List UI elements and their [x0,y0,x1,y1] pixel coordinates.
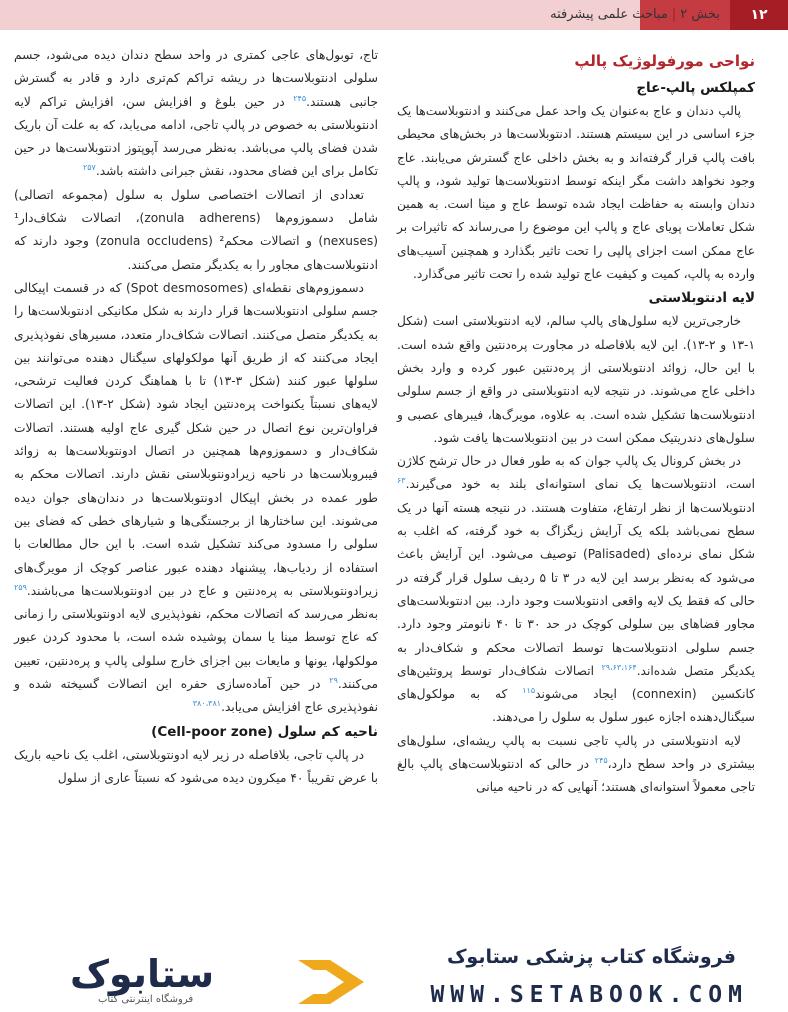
header-separator-icon: | [671,7,677,22]
right-column [397,44,755,800]
text: در بخش کرونال یک پالپ جوان که به طور فعال در حال ترشح کلاژن است، ادنتوبلاست‌ها یک نمای استوانه‌ای بلند به خود می‌گیرند. [397,454,755,492]
store-advertisement[interactable] [0,930,788,1012]
paragraph [14,44,378,184]
store-logo[interactable] [70,952,320,1008]
store-name: فروشگاه کتاب پزشکی ستابوک [446,946,736,968]
text: به‌نظر می‌رسد که اتصالات محکم، نفوذپذیری لایه ادونتوبلاستی را زمانی که عاج توسط مینا یا سمان پوشیده شده است، با محدود کردن عبور مولکولها، یونها و مایعات بین اجزای خارج سلولی پالپ و پره‌دنتین، تعیین می‌کنند. [14,607,378,692]
section-title: نواحی مورفولوژیک پالپ [574,52,755,70]
text: در حین آماده‌سازی حفره این اتصالات گسیخته شده و نفوذپذیری عاج افزایش می‌یابد. [14,677,378,715]
text: تاج، توبول‌های عاجی کمتری در واحد سطح دندان دیده می‌شود، جسم سلولی ادنتوبلاست‌ها در ریشه تراکم کم‌تری دارد و قادر به گسترش جانبی هستند. [14,48,378,109]
paragraph: در پالپ تاجی، بلافاصله در زیر لایه ادونتوبلاستی، اغلب یک ناحیه باریک با عرض تقریباً ۴۰ میکرون دیده می‌شود که نسبتاً عاری از سلول [14,747,378,785]
reference-link[interactable]: ۶۳ [397,476,406,486]
text: ادنتوبلاست‌ها از نظر ارتفاع، متفاوت هستند. در نتیجه هسته آنها در یک سطح نمی‌باشد بلکه یک آرایش زیگزاگ به خود گرفته، که اغلب به شکل نمای نرده‌ای (Palisaded) توصیف می‌شود. این آرایش باعث می‌شود که به‌نظر برسد این لایه در ۳ تا ۵ ردیف سلول قرار گرفته در حالی که فقط یک لایه واقعی ادنتوبلاست وجود دارد. بین ادنتوبلاست‌های مجاور فضاهای بین سلولی کوچک در حد ۳۰ تا ۴۰ نانومتر وجود دارد. جسم سلولی ادنتوبلاست‌ها توسط اتصالات محکم و شکاف‌دار به یکدیگر متصل شده‌اند. [397,500,755,678]
page-header [0,0,788,30]
reference-link[interactable]: ۲۹،۶۳،۱۶۴ [601,662,637,672]
text: لایه ادنتوبلاستی در پالپ تاجی نسبت به پالپ ریشه‌ای، سلول‌های بیشتری در واحد سطح دارد، [397,733,755,772]
subsection-title-cell-poor-zone: ناحیه کم سلول (Cell-poor zone) [151,723,378,740]
text: در حین بلوغ و افزایش سن، افزایش تراکم لایه ادنتوبلاستی به خصوص در پالپ تاجی، ادامه می‌یابد، که به علت آن باریک شدن فضای پالپ می‌باشد. به‌نظر می‌رسد آپوپتوز ادنتوبلاست‌ها در حین تکامل برای این فضای محدود، نقش جبرانی داشته باشد. [14,94,378,179]
header-band [0,0,640,30]
text: که به مولکول‌های سیگنال‌دهنده اجازه عبور سلول به سلول را می‌دهند. [397,687,755,725]
header-part: بخش ۲ [680,7,720,22]
paragraph [397,730,755,800]
reference-link[interactable]: ۲۵۹ [14,582,27,592]
subsection-title-odontoblast-layer: لایه ادنتوبلاستی [648,290,755,307]
paragraph: تعدادی از اتصالات اختصاصی سلول به سلول (مجموعه اتصالی) شامل دسموزوم‌ها (zonula adherens)، اتصالات شکاف‌دار¹ (nexuses) و اتصالات محکم² (zonula occludens) وجود دارند که ادنتوبلاست‌های مجاور را به یکدیگر متصل می‌کنند. [14,187,378,272]
reference-link[interactable]: ۳۸۰،۳۸۱ [192,699,222,709]
header-chapter-title: مباحث علمی پیشرفته [550,7,668,22]
reference-link[interactable]: ۲۹ [329,675,338,685]
store-url-link[interactable]: WWW.SETABOOK.COM [430,982,748,1008]
text: دسموزوم‌های نقطه‌ای (Spot desmosomes) که در قسمت اپیکالی جسم سلولی ادنتوبلاست‌ها قرار دارند به شکل مکانیکی ادنتوبلاست‌ها را به یکدیگر متصل می‌کنند. اتصالات شکاف‌دار متعدد، مسیرهای نفوذپذیری ایجاد می‌کنند که از طریق آنها مولکولهای سیگنال دهنده می‌توانند بین سلولها عبور کنند (شکل ۳-۱۳) تا با هماهنگ کردن فعالیت ترشحی، لایه‌های نسبتاً یکنواخت پره‌دنتین ایجاد شود (شکل ۲-۱۳). این اتصالات فراوان‌ترین نوع اتصال در حین شکل گیری عاج اولیه هستند. اتصالات شکاف‌دار و دسموزوم‌ها همچنین در اتصال ادونتوبلاست‌ها به زوائد فیبروبلاست‌ها در ناحیه زیرادونتوبلاستی نقش دارند. اتصالات محکم به طور عمده در بخش اپیکال ادونتوبلاست‌ها در دندان‌های جوان دیده می‌شوند. این ساختارها از برجستگی‌ها و شیارهای خطی که فضای بین سلولی را مسدود می‌کند تشکیل شده است. با این حال مطالعات با استفاده از ردیاب‌ها، پیشنهاد دهنده عبور عناصر کوچک از مویرگ‌های زیرادونتوبلاستی به پره‌دنتین و عاج در بین ادونتوبلاست‌ها می‌باشند. [14,280,378,598]
subsection-title-pulp-dentin: کمپلکس پالپ-عاج [636,80,755,96]
page-number: ۱۲ [730,0,788,30]
reference-link[interactable]: ۲۵۷ [82,163,96,173]
logo-wordmark: ستابوک [70,952,215,996]
header-title [550,0,720,30]
reference-link[interactable]: ۱۱۵ [522,686,536,696]
logo-tagline: فروشگاه اینترنتی کتاب [98,994,194,1005]
paragraph [14,277,378,720]
reference-link[interactable]: ۲۴۵ [594,755,608,765]
text: اتصالات شکاف‌دار توسط پروتئین‌های کانکسین (connexin) ایجاد می‌شوند [397,663,755,702]
left-column [14,44,378,790]
reference-link[interactable]: ۲۴۵ [293,93,307,103]
paragraph: پالپ دندان و عاج به‌عنوان یک واحد عمل می‌کنند و ادنتوبلاست‌ها یک جزء اساسی در این سیستم هستند. ادنتوبلاست‌ها در بخش‌های محیطی بافت پالپ قرار گرفته‌اند و به بخش داخلی عاج گسترش می‌یابند. عاج وجود نخواهد داشت مگر اینکه توسط ادنتوبلاست‌ها تولید شود، و پالپ دندان وابسته به حفاظت ایجاد شده توسط عاج و مینا است. به همین شکل تعاملات پویای عاج و پالپ این موضوع را می‌رساند که تاثیرات بر عاج ممکن است اجزای پالپی را تحت تاثیر بگذارد و همچنین آسیب‌های وارده به پالپ، کمیت و کیفیت عاج تولید شده را تحت تاثیر می‌گذارد. [397,104,755,282]
text: در حالی که ادنتوبلاست‌های پالپ بالغ تاجی معمولاً استوانه‌ای هستند؛ آنهایی که در ناحیه میانی [397,757,755,795]
paragraph: خارجی‌ترین لایه سلول‌های پالپ سالم، لایه ادنتوبلاستی است (شکل ۱-۱۳ و ۲-۱۳). این لایه بلافاصله در مجاورت پره‌دنتین واقع شده است. با این حال، زوائد ادنتوبلاستی از پره‌دنتین عبور کرده و وارد بخش داخلی عاج می‌شوند. در نتیجه لایه ادنتوبلاستی در واقع از جسم سلولی ادنتوبلاست‌ها تشکیل شده است. به علاوه، مویرگ‌ها، فیبرهای عصبی و سلول‌های دندریتیک ممکن است در بین ادنتوبلاست‌ها یافت شود. [397,314,755,445]
chevron-logo-icon [296,956,366,1008]
paragraph [397,450,755,730]
